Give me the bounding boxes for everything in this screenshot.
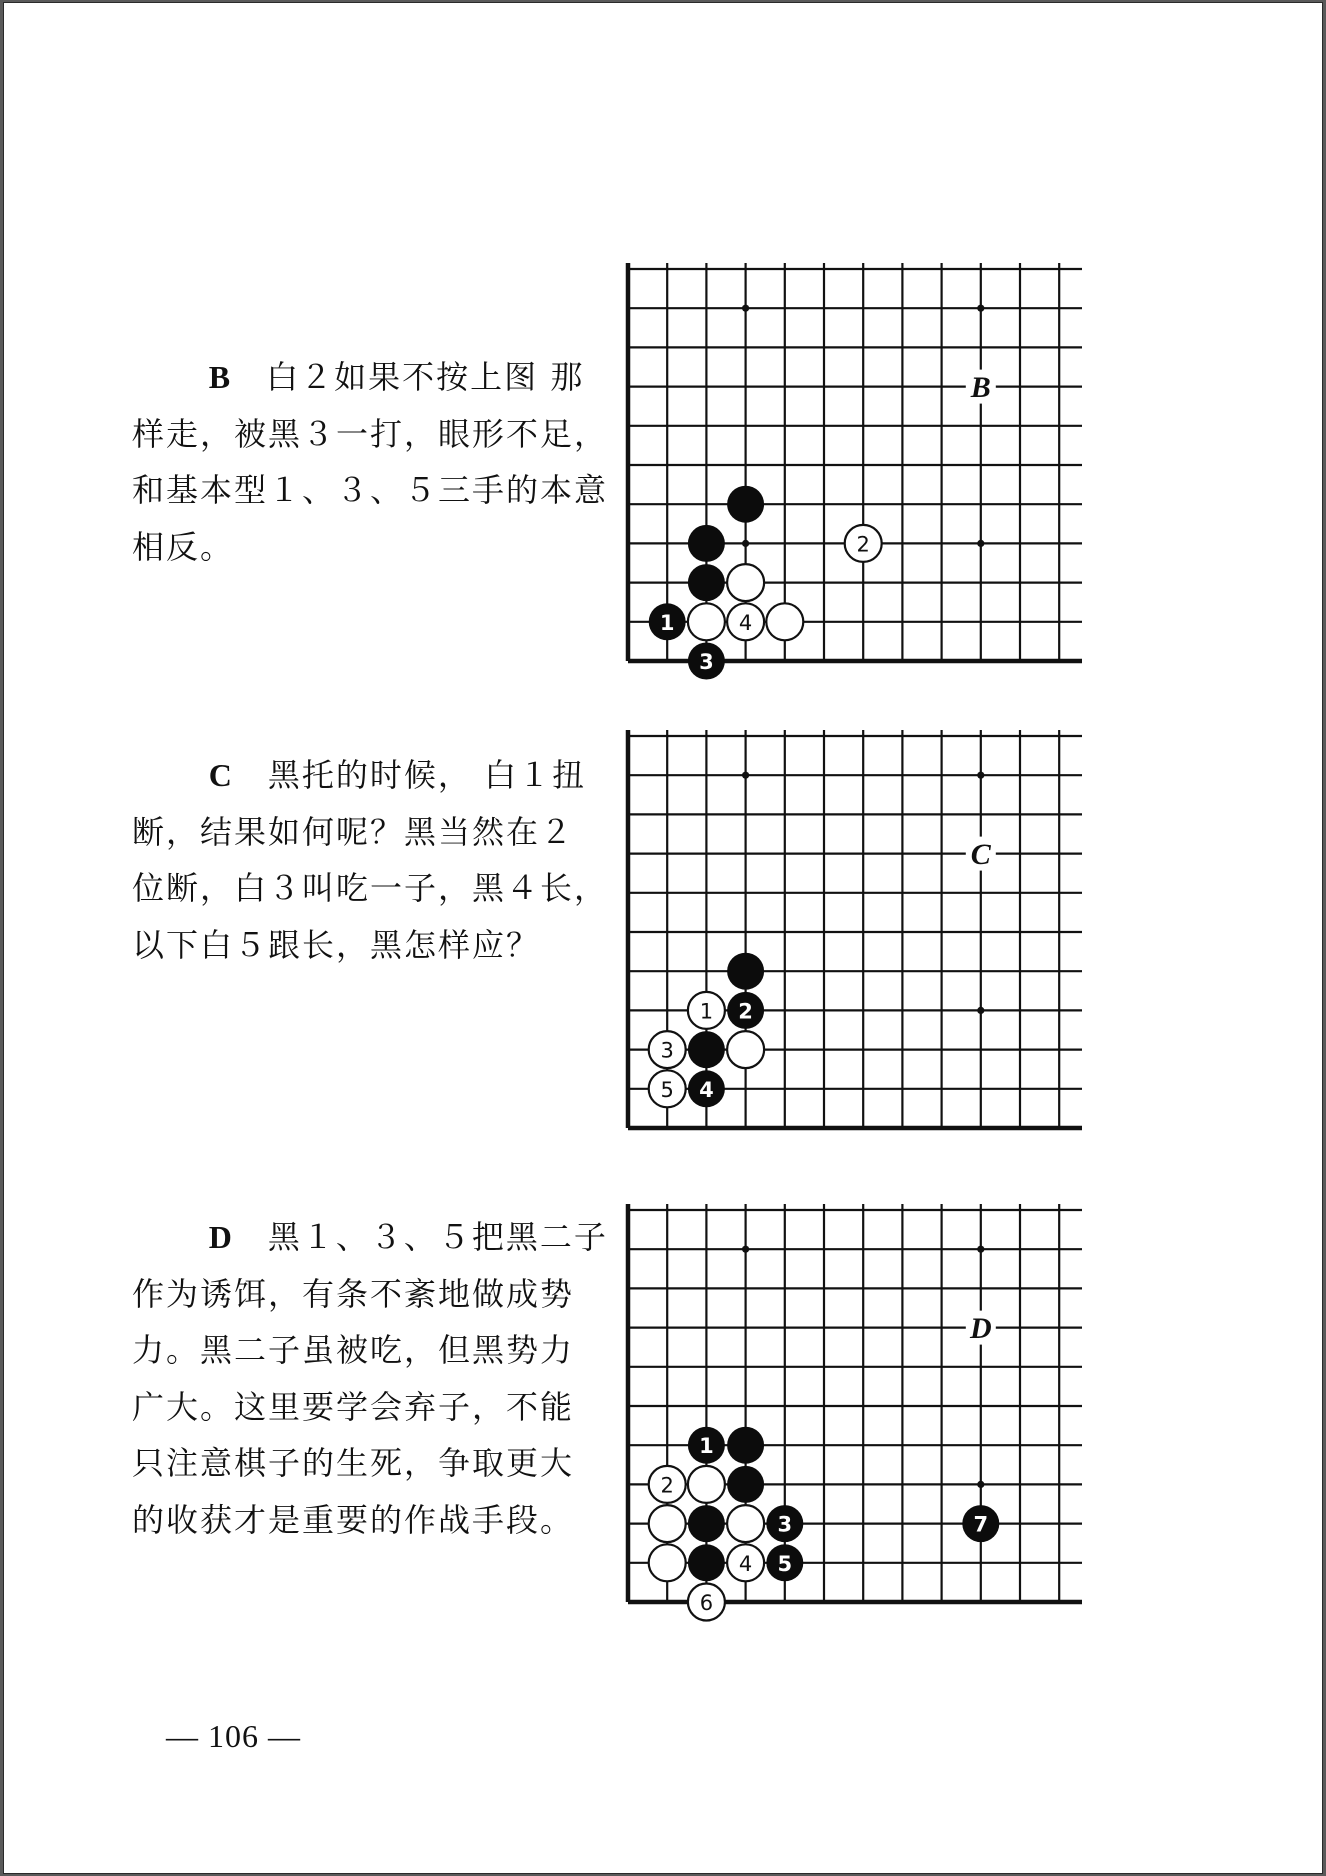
star-point	[977, 772, 984, 779]
section-b-line: 相反。	[132, 527, 235, 566]
white-stone	[649, 1505, 686, 1542]
move-number: 2	[856, 532, 870, 557]
black-stone	[688, 1070, 725, 1107]
section-d-first-line: D 黑１、３、５把黑二子	[208, 1218, 608, 1256]
white-stone	[766, 603, 803, 640]
white-stone	[688, 603, 725, 640]
section-c-first-line: C 黑托的时候， 白１扭	[208, 756, 587, 794]
move-number: 4	[699, 1077, 714, 1102]
section-c-line: 位断，白３叫吃一子，黑４长，	[132, 869, 609, 907]
move-number: 7	[973, 1512, 989, 1537]
move-number: 1	[659, 610, 675, 635]
section-c-text	[132, 747, 622, 973]
board-label: B	[970, 371, 991, 405]
section-d-label: D	[208, 1219, 234, 1255]
white-stone	[649, 1466, 686, 1503]
white-stone	[845, 525, 882, 562]
black-stone	[727, 992, 764, 1029]
white-stone	[727, 1544, 764, 1581]
board-label: C	[970, 838, 991, 872]
black-stone	[766, 1544, 803, 1581]
move-number: 3	[777, 1512, 793, 1537]
black-stone	[688, 525, 725, 562]
section-b-label: B	[208, 359, 233, 395]
move-number: 1	[699, 999, 714, 1024]
move-number: 3	[699, 650, 714, 674]
black-stone	[688, 1505, 725, 1542]
star-point	[742, 1246, 749, 1253]
move-number: 4	[738, 610, 753, 635]
star-point	[742, 540, 749, 547]
star-point	[977, 1481, 984, 1488]
go-board	[624, 1202, 1084, 1627]
black-stone	[727, 486, 764, 523]
section-b-line: 样走，被黑３一打，眼形不足，	[132, 414, 609, 453]
move-number: 1	[699, 1434, 714, 1459]
white-stone	[649, 1070, 686, 1107]
black-stone	[766, 1505, 803, 1542]
go-board	[624, 728, 1084, 1153]
black-stone	[649, 603, 686, 640]
section-b-first-line: B 白２如果不按上图 那	[208, 358, 585, 396]
black-stone	[688, 643, 725, 680]
white-stone	[688, 1584, 725, 1621]
star-point	[977, 305, 984, 312]
white-stone	[727, 1505, 764, 1542]
white-stone	[727, 1031, 764, 1068]
section-c-line: 以下白５跟长，黑怎样应？	[132, 925, 541, 964]
section-c-label: C	[208, 757, 234, 793]
section-b-text	[132, 349, 622, 575]
go-board-diagram-c	[624, 728, 1084, 1153]
move-number: 5	[777, 1551, 793, 1576]
section-d-line: 只注意棋子的生死，争取更大	[132, 1444, 575, 1482]
go-board-diagram-b	[624, 261, 1084, 686]
move-number: 2	[660, 1473, 674, 1498]
star-point	[742, 305, 749, 312]
page-number: — 106 —	[166, 1718, 301, 1754]
move-number: 2	[738, 999, 753, 1024]
move-number: 3	[660, 1038, 674, 1063]
black-stone	[688, 1031, 725, 1068]
white-stone	[649, 1544, 686, 1581]
black-stone	[688, 1544, 725, 1581]
move-number: 5	[660, 1077, 674, 1102]
book-page	[3, 2, 1323, 1874]
section-d-line: 的收获才是重要的作战手段。	[132, 1500, 575, 1539]
black-stone	[727, 1466, 764, 1503]
white-stone	[649, 1031, 686, 1068]
black-stone	[727, 1427, 764, 1464]
section-d-line: 力。黑二子虽被吃，但黑势力	[132, 1331, 575, 1369]
section-d-line: 广大。这里要学会弃子，不能	[132, 1387, 575, 1426]
black-stone	[688, 564, 725, 601]
section-c-line: 断，结果如何呢？黑当然在２	[132, 812, 575, 851]
black-stone	[962, 1505, 999, 1542]
star-point	[977, 1246, 984, 1253]
white-stone	[688, 1466, 725, 1503]
go-board-diagram-d	[624, 1202, 1084, 1627]
star-point	[977, 540, 984, 547]
move-number: 6	[699, 1591, 714, 1615]
white-stone	[727, 603, 764, 640]
go-board	[624, 261, 1084, 686]
black-stone	[727, 953, 764, 990]
section-d-text	[132, 1209, 622, 1548]
white-stone	[727, 564, 764, 601]
white-stone	[688, 992, 725, 1029]
section-b-line: 和基本型１、３、５三手的本意	[132, 471, 609, 509]
star-point	[742, 772, 749, 779]
move-number: 4	[738, 1551, 753, 1576]
board-label: D	[969, 1312, 992, 1346]
star-point	[977, 1007, 984, 1014]
section-d-line: 作为诱饵，有条不紊地做成势	[132, 1274, 575, 1313]
black-stone	[688, 1427, 725, 1464]
